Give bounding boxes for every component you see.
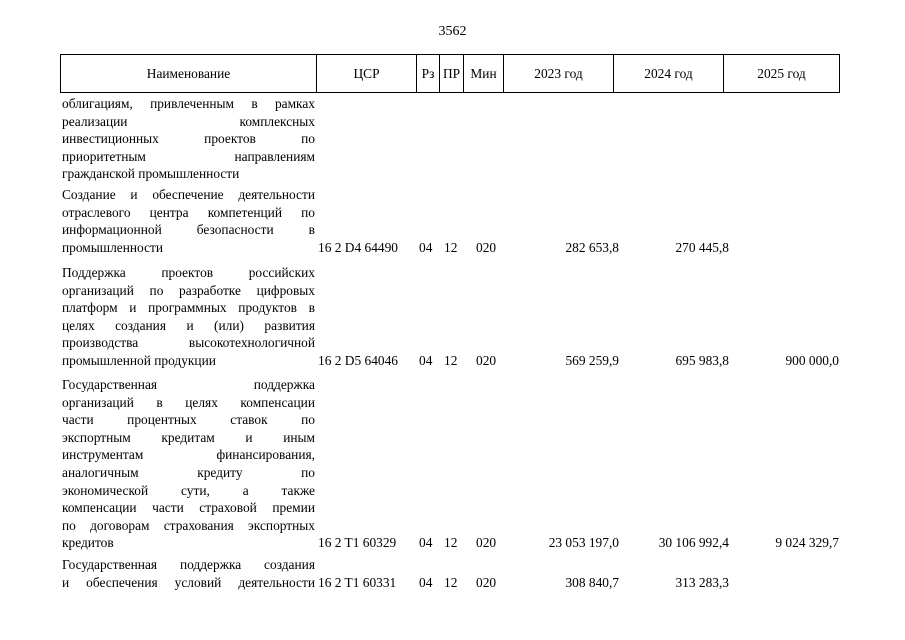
row-name-line: по договорам страхования экспортных — [62, 517, 315, 533]
row-name-line: организаций в целях компенсации — [62, 394, 315, 410]
header-2024: 2024 год — [614, 55, 724, 92]
row-name — [62, 95, 315, 183]
row-2024: 313 283,3 — [675, 574, 729, 590]
header-2025: 2025 год — [757, 65, 806, 81]
row-rz: 04 — [419, 574, 433, 590]
header-rz: Рз — [417, 55, 440, 92]
row-min: 020 — [476, 353, 497, 368]
row-min: 020 — [476, 535, 497, 551]
row-name-line: отраслевого центра компетенций по — [62, 204, 315, 220]
row-2025: 900 000,0 — [785, 353, 839, 368]
row-rz: 04 — [419, 239, 433, 255]
row-name-line: экономической сути, а также — [62, 482, 315, 498]
header-min: Мин — [464, 55, 504, 92]
row-name — [62, 556, 315, 591]
row-name-line: облигациям, привлеченным в рамках — [62, 96, 315, 111]
row-rz: 04 — [419, 535, 433, 551]
row-2023: 308 840,7 — [565, 574, 619, 590]
row-name-line: целях создания и (или) развития — [62, 317, 315, 333]
row-name — [62, 376, 315, 552]
row-name-line: аналогичным кредиту по — [62, 464, 315, 480]
row-name-line: промышленной продукции — [62, 352, 216, 368]
row-2024: 30 106 992,4 — [658, 535, 729, 551]
row-name-line: Создание и обеспечение деятельности — [62, 187, 315, 202]
row-min: 020 — [476, 239, 497, 255]
row-name-line: компенсации части страховой премии — [62, 500, 315, 516]
row-2023: 569 259,9 — [565, 353, 619, 368]
row-name-line: экспортным кредитам и иным — [62, 429, 315, 445]
row-2024: 695 983,8 — [675, 353, 729, 368]
header-name: Наименование — [61, 55, 317, 92]
row-csr: 16 2 T1 60329 — [318, 535, 397, 551]
row-rz: 04 — [419, 353, 433, 368]
row-pr: 12 — [444, 353, 458, 368]
row-csr: 16 2 D5 64046 — [318, 353, 398, 368]
row-name-line: платформ и программных продуктов в — [62, 300, 315, 316]
row-name-line: организаций по разработке цифровых — [62, 282, 315, 298]
row-name-line: приоритетным направлениям — [62, 148, 315, 164]
header-csr: ЦСР — [317, 55, 417, 92]
row-name-line: Государственная поддержка создания — [62, 557, 315, 572]
header-pr: ПР — [440, 55, 464, 92]
row-name-line: информационной безопасности в — [62, 222, 315, 238]
row-name-line: производства высокотехнологичной — [62, 335, 315, 351]
row-name-line: кредитов — [62, 535, 114, 551]
row-name-line: инвестиционных проектов по — [62, 131, 315, 147]
row-name-line: и обеспечения условий деятельности — [62, 574, 315, 590]
page-number: 3562 — [438, 24, 467, 39]
row-pr: 12 — [444, 535, 458, 551]
row-2025: 9 024 329,7 — [775, 535, 839, 551]
row-name — [62, 264, 315, 370]
row-csr: 16 2 D4 64490 — [318, 239, 398, 255]
row-name-line: Поддержка проектов российских — [62, 265, 315, 280]
row-pr: 12 — [444, 574, 458, 590]
row-name-line: Государственная поддержка — [62, 377, 315, 392]
row-pr: 12 — [444, 239, 458, 255]
row-name-line: части процентных ставок по — [62, 412, 315, 428]
row-2024: 270 445,8 — [675, 239, 729, 255]
row-2023: 282 653,8 — [565, 239, 619, 255]
row-csr: 16 2 T1 60331 — [318, 574, 397, 590]
table-header — [60, 54, 840, 93]
row-min: 020 — [476, 574, 497, 590]
row-2023: 23 053 197,0 — [548, 535, 619, 551]
row-name-line: промышленности — [62, 239, 164, 255]
row-name-line: гражданской промышленности — [62, 166, 240, 182]
header-2023: 2023 год — [504, 55, 614, 92]
row-name-line: инструментам финансирования, — [62, 447, 315, 463]
row-name — [62, 186, 315, 256]
row-name-line: реализации комплексных — [62, 113, 315, 129]
